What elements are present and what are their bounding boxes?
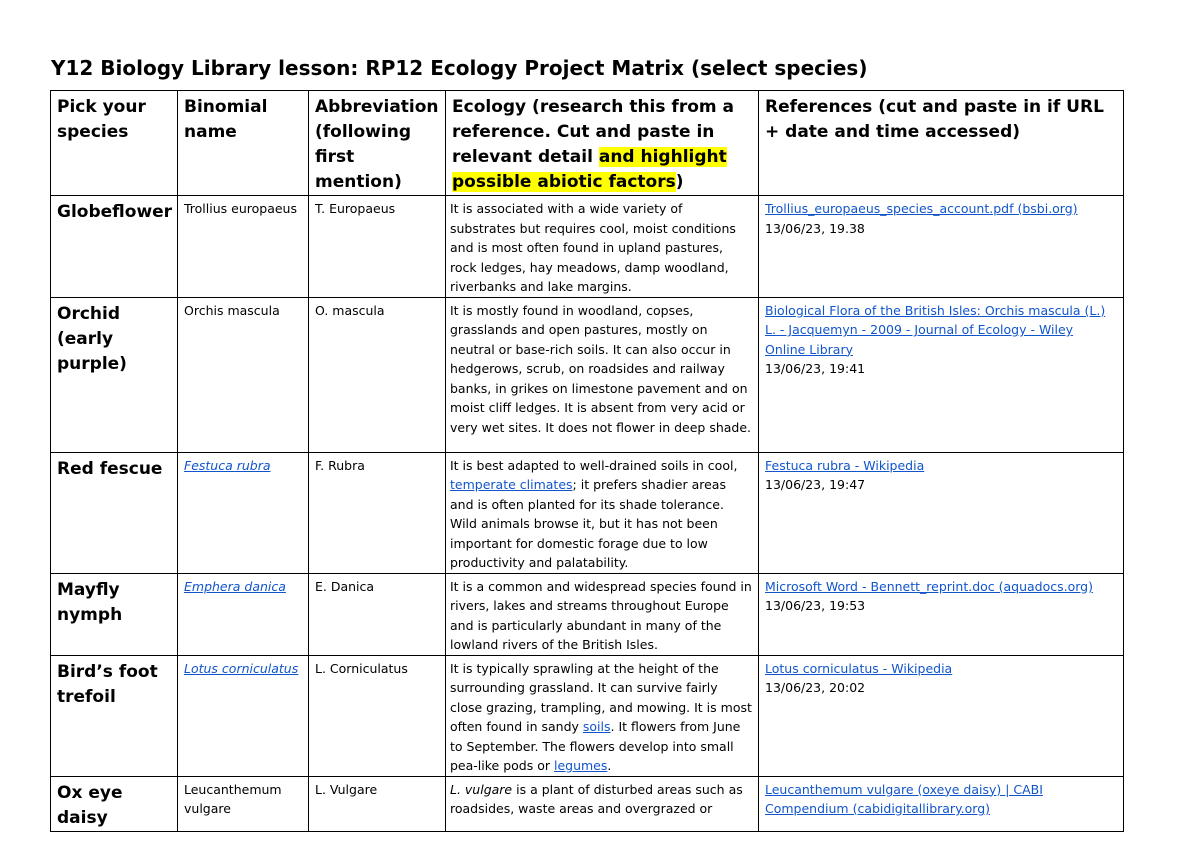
header-ecology-text: Ecology (research this from a reference. Cut and paste in relevant detail: [452, 97, 734, 167]
reference-date: 13/06/23, 19:41: [765, 361, 866, 376]
abbreviation: T. Europaeus: [309, 196, 446, 298]
reference-cell: [759, 297, 1124, 452]
ecology-species-italic: L. vulgare: [450, 781, 513, 797]
header-pick-species: Pick your species: [51, 91, 178, 196]
reference-cell: [759, 776, 1124, 831]
reference-link[interactable]: Biological Flora of the British Isles: Orchis mascula (L.) L. - Jacquemyn - 2009 - Journal of Ecology - Wiley Online Library: [765, 302, 1106, 357]
binomial-name: Orchis mascula: [178, 297, 309, 452]
ecology-text: [446, 452, 759, 573]
reference-cell: [759, 573, 1124, 655]
common-name: Red fescue: [51, 452, 178, 573]
ecology-text-part: ; it prefers shadier areas and is often planted for its shade tolerance. Wild animals browse it, but it has not been important for domestic forage due to low productivity and palatability.: [450, 477, 726, 570]
header-binomial-name: Binomial name: [178, 91, 309, 196]
reference-date: 13/06/23, 19:47: [765, 477, 866, 492]
ecology-text: It is associated with a wide variety of substrates but requires cool, moist conditions and is most often found in upland pastures, rock ledges, hay meadows, damp woodland, riverbanks and lake margins.: [446, 196, 759, 298]
reference-link[interactable]: Leucanthemum vulgare (oxeye daisy) | CABI Compendium (cabidigitallibrary.org): [765, 781, 1043, 816]
ecology-text-part: .: [607, 758, 612, 773]
abbreviation: F. Rubra: [309, 452, 446, 573]
binomial-name: [178, 573, 309, 655]
reference-date: 13/06/23, 19.38: [765, 220, 865, 236]
binomial-link[interactable]: Emphera danica: [184, 578, 286, 594]
common-name: Globeflower: [51, 196, 178, 298]
header-ecology: [446, 91, 759, 196]
abbreviation: O. mascula: [309, 297, 446, 452]
common-name: Orchid (early purple): [51, 297, 178, 452]
header-abbreviation: Abbreviation (following first mention): [309, 91, 446, 196]
common-name: Mayfly nymph: [51, 573, 178, 655]
species-matrix-table: [50, 90, 1124, 832]
ecology-link[interactable]: soils: [582, 719, 611, 734]
header-ecology-end: ): [675, 172, 684, 192]
abbreviation: L. Vulgare: [309, 776, 446, 831]
reference-cell: [759, 655, 1124, 776]
binomial-link[interactable]: Festuca rubra: [184, 457, 271, 473]
table-row: [51, 297, 1124, 452]
reference-cell: [759, 196, 1124, 298]
table-row: [51, 573, 1124, 655]
ecology-text-part: It is typically sprawling at the height of the surrounding grassland. It can survive fairly close grazing, trampling, and mowing. It is most often found in sandy: [450, 660, 752, 734]
table-row: [51, 655, 1124, 776]
ecology-text: It is mostly found in woodland, copses, grasslands and open pastures, mostly on neutral or base-rich soils. It can also occur in hedgerows, scrub, on roadsides and railway banks, in grikes on limestone pavement and on moist cliff ledges. It is absent from very acid or very wet sites. It does not flower in deep shade.: [446, 297, 759, 452]
abbreviation: E. Danica: [309, 573, 446, 655]
ecology-text-part: is a plant of disturbed areas such as roadsides, waste areas and overgrazed or: [450, 781, 743, 816]
ecology-text-part: . It flowers from June to September. The flowers develop into small pea-like pods or: [450, 719, 741, 773]
ecology-text: [446, 776, 759, 831]
table-row: [51, 776, 1124, 831]
reference-date: 13/06/23, 19:53: [765, 598, 866, 613]
reference-date: 13/06/23, 20:02: [765, 680, 866, 695]
ecology-text: [446, 655, 759, 776]
ecology-text: It is a common and widespread species found in rivers, lakes and streams throughout Europe and is particularly abundant in many of the lowland rivers of the British Isles.: [446, 573, 759, 655]
reference-link[interactable]: Festuca rubra - Wikipedia: [765, 457, 925, 473]
reference-link[interactable]: Trollius_europaeus_species_account.pdf (bsbi.org): [765, 201, 1078, 216]
ecology-link[interactable]: legumes: [553, 758, 608, 773]
table-row: [51, 452, 1124, 573]
binomial-link[interactable]: Lotus corniculatus: [184, 660, 299, 676]
reference-link[interactable]: Lotus corniculatus - Wikipedia: [765, 660, 953, 676]
ecology-text-part: It is best adapted to well-drained soils in cool,: [450, 457, 738, 473]
header-ecology-highlight: and highlight possible abiotic factors: [452, 147, 727, 192]
abbreviation: L. Corniculatus: [309, 655, 446, 776]
reference-cell: [759, 452, 1124, 573]
binomial-name: [178, 655, 309, 776]
common-name: Bird’s foot trefoil: [51, 655, 178, 776]
reference-link[interactable]: Microsoft Word - Bennett_reprint.doc (aquadocs.org): [765, 578, 1093, 594]
binomial-name: [178, 452, 309, 573]
ecology-link[interactable]: temperate climates: [450, 477, 573, 492]
binomial-name: Trollius europaeus: [178, 196, 309, 298]
document-title: Y12 Biology Library lesson: RP12 Ecology Project Matrix (select species): [51, 56, 868, 80]
header-references: References (cut and paste in if URL + date and time accessed): [759, 91, 1124, 196]
table-row: [51, 196, 1124, 298]
binomial-name: Leucanthemum vulgare: [178, 776, 309, 831]
header-row: [51, 91, 1124, 196]
common-name: Ox eye daisy: [51, 776, 178, 831]
